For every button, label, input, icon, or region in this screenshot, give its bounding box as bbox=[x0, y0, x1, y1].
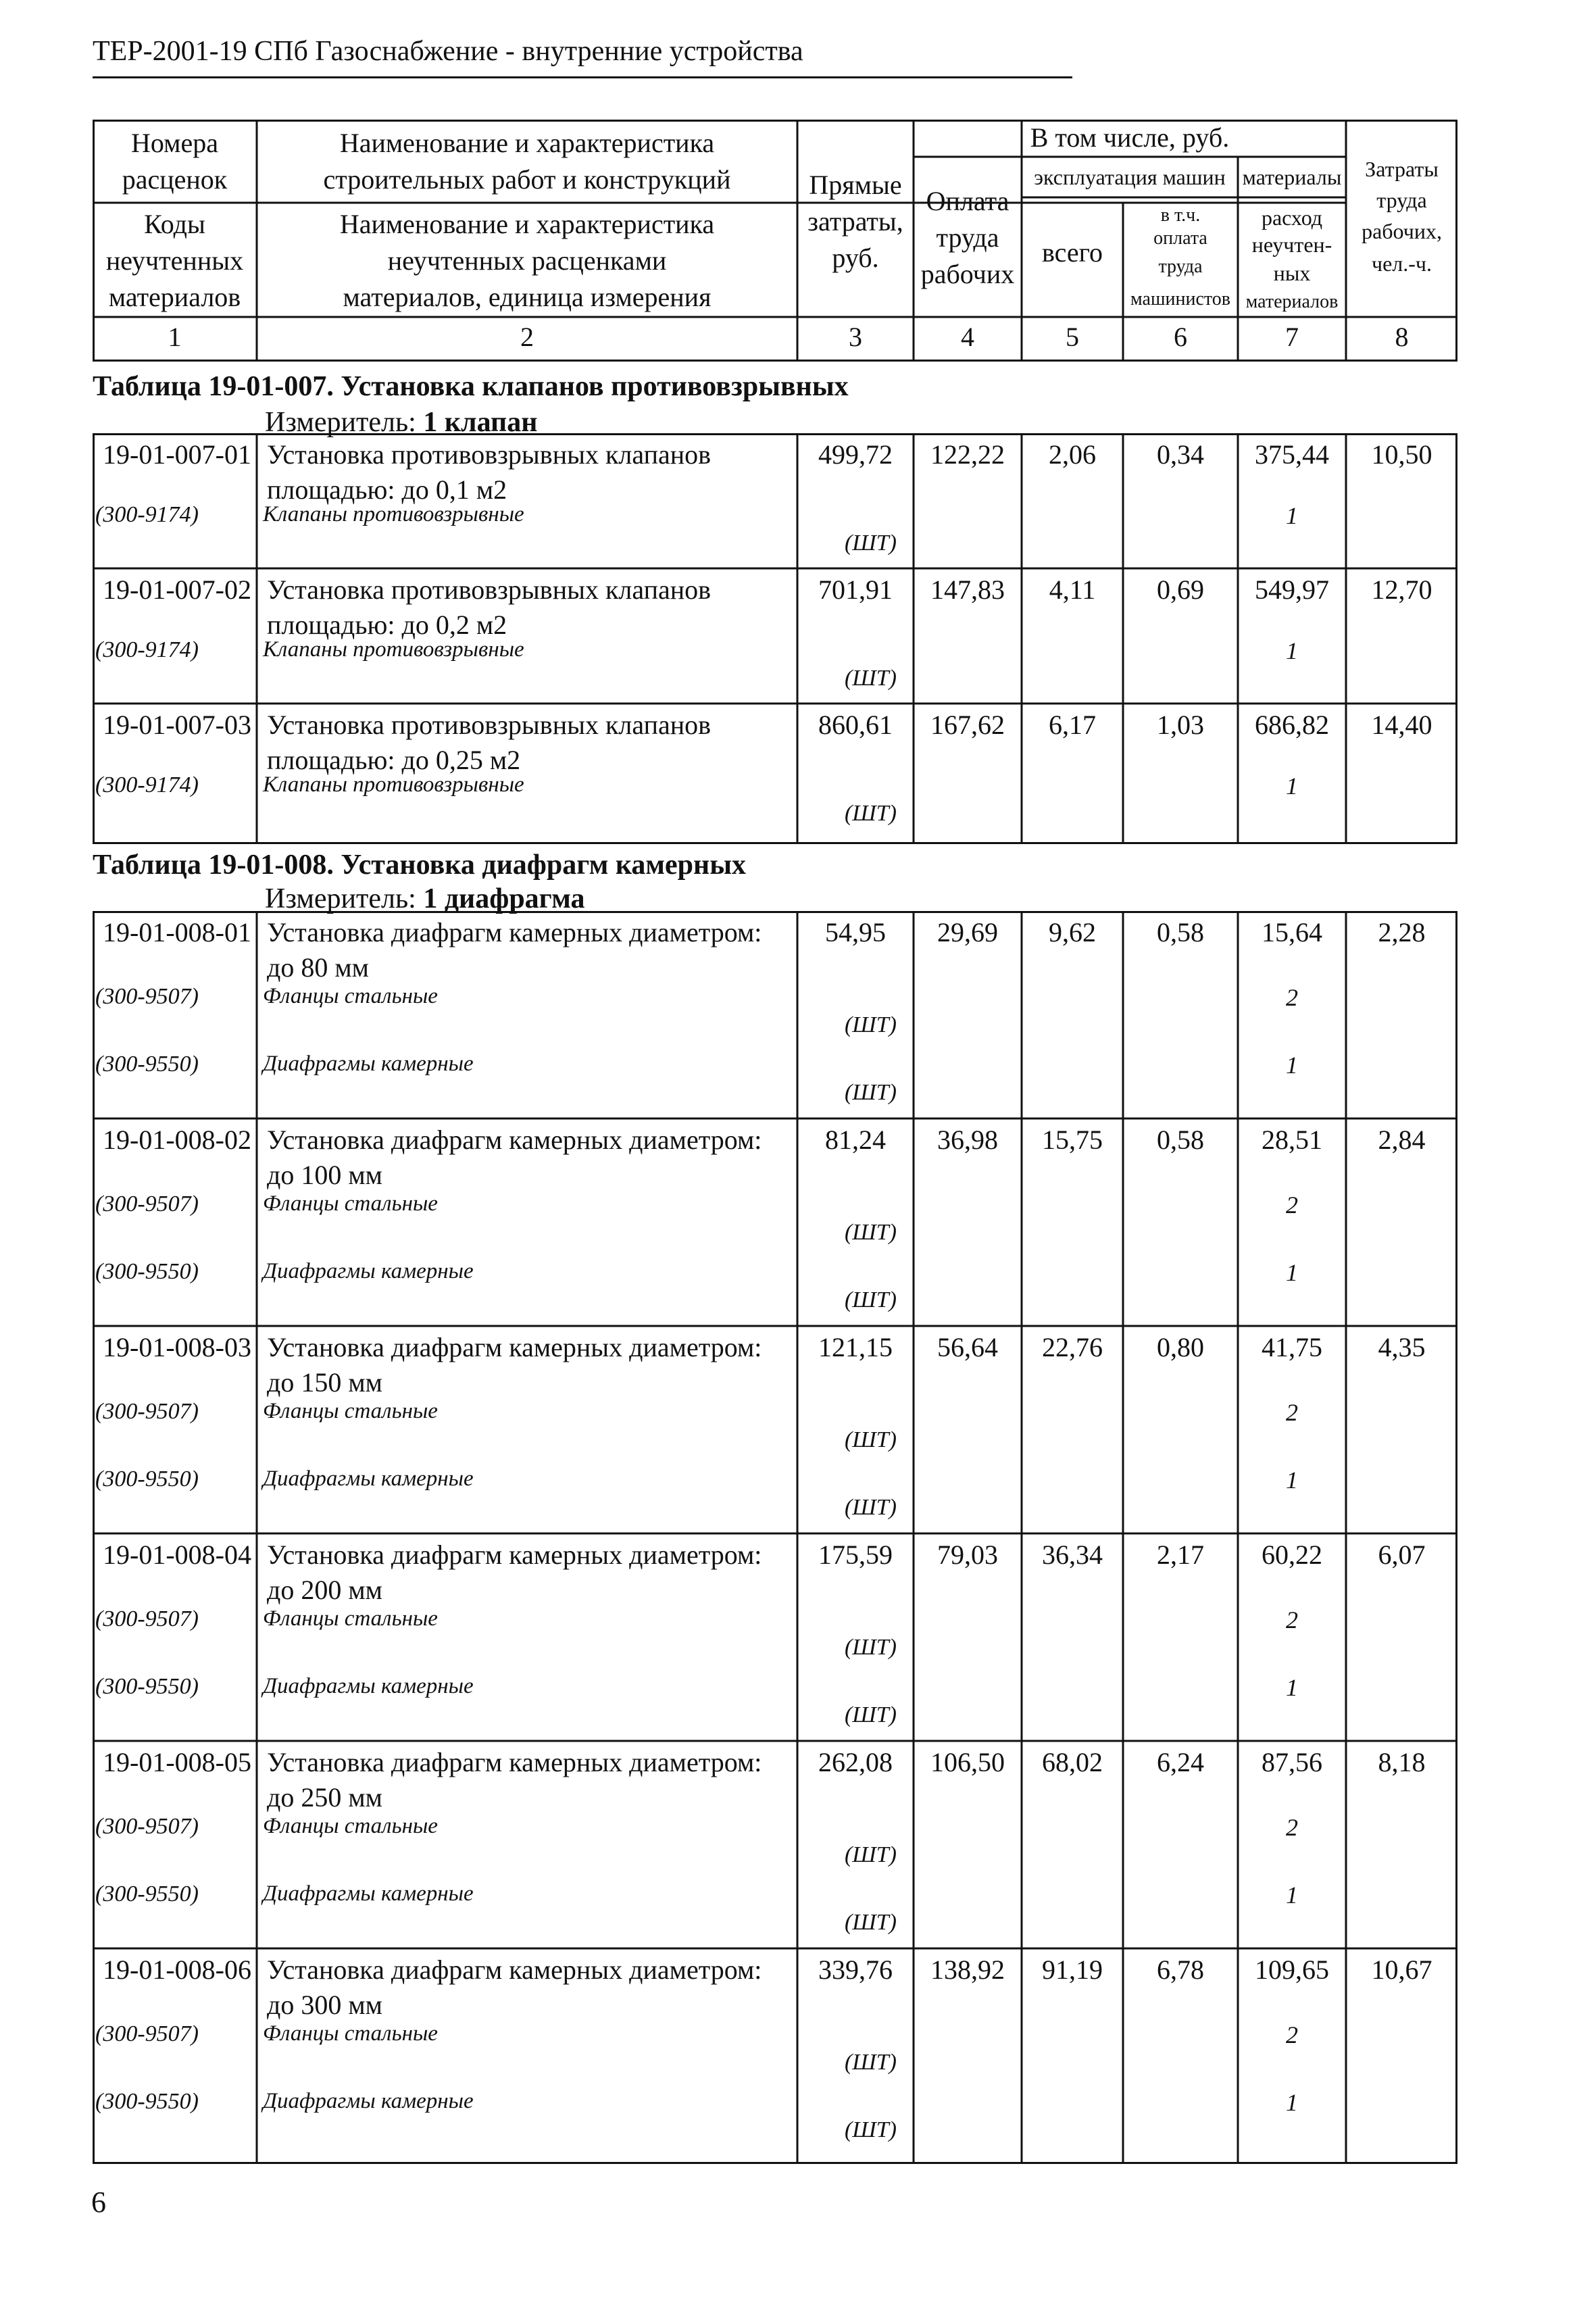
col-number-6: 6 bbox=[1174, 322, 1187, 352]
value-col-4: 122,22 bbox=[930, 439, 1005, 470]
col2-bottom-line2: неучтенных расценками bbox=[387, 245, 667, 276]
material-unit: (ШТ) bbox=[844, 666, 897, 691]
value-col-5: 15,75 bbox=[1042, 1125, 1103, 1155]
value-col-5: 36,34 bbox=[1042, 1540, 1103, 1570]
value-col-7: 28,51 bbox=[1262, 1125, 1322, 1155]
col-number-4: 4 bbox=[961, 322, 974, 352]
col1-bottom-line1: Коды bbox=[144, 209, 205, 239]
value-col-4: 36,98 bbox=[937, 1125, 998, 1155]
material-code: (300-9550) bbox=[95, 1467, 199, 1492]
material-unit: (ШТ) bbox=[844, 2050, 897, 2075]
material-unit: (ШТ) bbox=[844, 531, 897, 556]
value-col-6: 0,58 bbox=[1157, 917, 1204, 947]
material-code: (300-9507) bbox=[95, 1606, 199, 1631]
value-col-4: 29,69 bbox=[937, 917, 998, 947]
value-col-8: 14,40 bbox=[1371, 710, 1432, 740]
page-number: 6 bbox=[91, 2186, 106, 2219]
measure-label: Измеритель: bbox=[265, 883, 416, 914]
value-col-7: 15,64 bbox=[1262, 917, 1322, 947]
work-name-line: площадью: до 0,25 м2 bbox=[267, 745, 521, 775]
material-code: (300-9174) bbox=[95, 637, 199, 662]
value-col-6: 0,80 bbox=[1157, 1332, 1204, 1362]
value-col-5: 91,19 bbox=[1042, 1954, 1103, 1985]
value-col-5: 6,17 bbox=[1049, 710, 1096, 740]
col2-top-line1: Наименование и характеристика bbox=[339, 128, 715, 158]
col2-bottom-line3: материалов, единица измерения bbox=[343, 282, 712, 312]
material-name: Диафрагмы камерные bbox=[263, 2089, 474, 2113]
col8-line2: труда bbox=[1376, 188, 1427, 212]
work-name-line: до 100 мм bbox=[267, 1160, 382, 1190]
work-name-line: Установка диафрагм камерных диаметром: bbox=[267, 917, 762, 947]
material-quantity: 1 bbox=[1286, 1674, 1298, 1701]
work-name-line: Установка противовзрывных клапанов bbox=[267, 439, 712, 470]
col7-line1: расход bbox=[1261, 205, 1323, 230]
col6-line4: машинистов bbox=[1130, 289, 1230, 310]
material-quantity: 2 bbox=[1286, 984, 1298, 1011]
rate-code: 19-01-008-06 bbox=[103, 1954, 251, 1985]
material-unit: (ШТ) bbox=[844, 801, 897, 826]
work-name-line: Установка диафрагм камерных диаметром: bbox=[267, 1540, 762, 1570]
rate-code: 19-01-007-02 bbox=[103, 574, 251, 605]
col7-line2: неучтен- bbox=[1251, 232, 1332, 257]
value-col-6: 6,78 bbox=[1157, 1954, 1204, 1985]
material-code: (300-9174) bbox=[95, 502, 199, 527]
material-unit: (ШТ) bbox=[844, 1287, 897, 1312]
value-col-7: 41,75 bbox=[1262, 1332, 1322, 1362]
value-col-6: 1,03 bbox=[1157, 710, 1204, 740]
work-name-line: Установка диафрагм камерных диаметром: bbox=[267, 1954, 762, 1985]
material-name: Клапаны противовзрывные bbox=[263, 502, 524, 526]
value-col-5: 22,76 bbox=[1042, 1332, 1103, 1362]
material-code: (300-9507) bbox=[95, 1814, 199, 1839]
col3-line1: Прямые bbox=[809, 170, 902, 200]
col8-line1: Затраты bbox=[1365, 157, 1439, 181]
value-col-5: 9,62 bbox=[1049, 917, 1096, 947]
col7-line4: материалов bbox=[1245, 291, 1339, 312]
material-quantity: 2 bbox=[1286, 1606, 1298, 1633]
work-name-line: до 250 мм bbox=[267, 1782, 382, 1813]
table-caption: Таблица 19-01-007. Установка клапанов противовзрывных bbox=[93, 371, 849, 402]
value-col-7: 60,22 bbox=[1262, 1540, 1322, 1570]
value-col-8: 12,70 bbox=[1371, 574, 1432, 605]
col8-line3: рабочих, bbox=[1362, 219, 1442, 243]
rates-table bbox=[93, 433, 1457, 844]
group-heading: В том числе, руб. bbox=[1030, 122, 1230, 153]
col5-heading: всего bbox=[1041, 237, 1103, 268]
material-unit: (ШТ) bbox=[844, 1080, 897, 1105]
value-col-6: 0,58 bbox=[1157, 1125, 1204, 1155]
value-col-8: 10,67 bbox=[1371, 1954, 1432, 1985]
work-name-line: Установка диафрагм камерных диаметром: bbox=[267, 1747, 762, 1777]
col3-line2: затраты, bbox=[807, 206, 903, 237]
material-name: Фланцы стальные bbox=[263, 1399, 438, 1423]
material-quantity: 1 bbox=[1286, 637, 1298, 664]
material-code: (300-9507) bbox=[95, 1191, 199, 1216]
value-col-4: 79,03 bbox=[937, 1540, 998, 1570]
material-quantity: 2 bbox=[1286, 1814, 1298, 1841]
value-col-6: 2,17 bbox=[1157, 1540, 1204, 1570]
value-col-6: 6,24 bbox=[1157, 1747, 1204, 1777]
material-unit: (ШТ) bbox=[844, 1495, 897, 1520]
value-col-3: 175,59 bbox=[818, 1540, 893, 1570]
material-name: Фланцы стальные bbox=[263, 1814, 438, 1838]
value-col-7: 87,56 bbox=[1262, 1747, 1322, 1777]
materials-heading: материалы bbox=[1242, 165, 1342, 189]
material-name: Фланцы стальные bbox=[263, 2021, 438, 2046]
value-col-8: 6,07 bbox=[1378, 1540, 1426, 1570]
col3-line3: руб. bbox=[832, 243, 879, 273]
material-code: (300-9174) bbox=[95, 772, 199, 797]
rate-code: 19-01-007-01 bbox=[103, 439, 251, 470]
material-name: Диафрагмы камерные bbox=[263, 1881, 474, 1906]
col6-line3: труда bbox=[1158, 256, 1203, 277]
material-code: (300-9507) bbox=[95, 1399, 199, 1424]
material-code: (300-9507) bbox=[95, 2021, 199, 2046]
value-col-8: 8,18 bbox=[1378, 1747, 1426, 1777]
material-unit: (ШТ) bbox=[844, 1427, 897, 1452]
work-name-line: Установка противовзрывных клапанов bbox=[267, 574, 712, 605]
material-name: Фланцы стальные bbox=[263, 1606, 438, 1631]
value-col-5: 4,11 bbox=[1049, 574, 1096, 605]
work-name-line: Установка противовзрывных клапанов bbox=[267, 710, 712, 740]
material-code: (300-9507) bbox=[95, 984, 199, 1009]
material-name: Диафрагмы камерные bbox=[263, 1259, 474, 1283]
material-name: Диафрагмы камерные bbox=[263, 1052, 474, 1076]
value-col-6: 0,34 bbox=[1157, 439, 1204, 470]
material-quantity: 1 bbox=[1286, 2089, 1298, 2116]
col8-line4: чел.-ч. bbox=[1371, 251, 1432, 276]
table-measure bbox=[265, 883, 585, 915]
material-quantity: 1 bbox=[1286, 1259, 1298, 1286]
material-quantity: 1 bbox=[1286, 772, 1298, 799]
work-name-line: до 80 мм bbox=[267, 952, 369, 983]
material-quantity: 2 bbox=[1286, 1399, 1298, 1426]
rate-code: 19-01-007-03 bbox=[103, 710, 251, 740]
col6-line1: в т.ч. bbox=[1160, 205, 1201, 226]
value-col-8: 2,84 bbox=[1378, 1125, 1426, 1155]
column-header-table bbox=[93, 120, 1457, 362]
material-name: Клапаны противовзрывные bbox=[263, 772, 524, 797]
table-caption: Таблица 19-01-008. Установка диафрагм камерных bbox=[93, 850, 746, 881]
col1-top-line2: расценок bbox=[122, 164, 228, 195]
material-unit: (ШТ) bbox=[844, 1910, 897, 1935]
material-quantity: 1 bbox=[1286, 502, 1298, 529]
header-rule bbox=[93, 76, 1072, 78]
material-quantity: 1 bbox=[1286, 1052, 1298, 1079]
value-col-5: 2,06 bbox=[1049, 439, 1096, 470]
value-col-3: 121,15 bbox=[818, 1332, 893, 1362]
col7-line3: ных bbox=[1273, 261, 1311, 285]
col-number-7: 7 bbox=[1285, 322, 1299, 352]
value-col-3: 339,76 bbox=[818, 1954, 893, 1985]
value-col-8: 4,35 bbox=[1378, 1332, 1426, 1362]
value-col-7: 375,44 bbox=[1255, 439, 1329, 470]
col-number-3: 3 bbox=[849, 322, 862, 352]
col1-bottom-line2: неучтенных bbox=[105, 245, 244, 276]
col4-line3: рабочих bbox=[920, 259, 1015, 289]
value-col-7: 686,82 bbox=[1255, 710, 1329, 740]
rates-table bbox=[93, 911, 1457, 2164]
material-name: Диафрагмы камерные bbox=[263, 1467, 474, 1491]
material-name: Диафрагмы камерные bbox=[263, 1674, 474, 1698]
value-col-7: 549,97 bbox=[1255, 574, 1329, 605]
col2-top-line2: строительных работ и конструкций bbox=[323, 164, 731, 195]
value-col-4: 56,64 bbox=[937, 1332, 998, 1362]
value-col-3: 701,91 bbox=[818, 574, 893, 605]
col1-top-line1: Номера bbox=[131, 128, 218, 158]
value-col-8: 10,50 bbox=[1371, 439, 1432, 470]
value-col-3: 499,72 bbox=[818, 439, 893, 470]
rate-code: 19-01-008-05 bbox=[103, 1747, 251, 1777]
material-quantity: 2 bbox=[1286, 2021, 1298, 2048]
material-unit: (ШТ) bbox=[844, 2117, 897, 2142]
material-code: (300-9550) bbox=[95, 1674, 199, 1699]
col-number-8: 8 bbox=[1395, 322, 1409, 352]
material-unit: (ШТ) bbox=[844, 1012, 897, 1037]
value-col-4: 167,62 bbox=[930, 710, 1005, 740]
material-quantity: 1 bbox=[1286, 1467, 1298, 1494]
col6-line2: оплата bbox=[1153, 228, 1207, 249]
work-name-line: до 150 мм bbox=[267, 1367, 382, 1398]
work-name-line: площадью: до 0,2 м2 bbox=[267, 610, 507, 640]
value-col-4: 147,83 bbox=[930, 574, 1005, 605]
material-name: Фланцы стальные bbox=[263, 1191, 438, 1216]
work-name-line: площадью: до 0,1 м2 bbox=[267, 474, 507, 505]
value-col-6: 0,69 bbox=[1157, 574, 1204, 605]
material-code: (300-9550) bbox=[95, 1881, 199, 1906]
work-name-line: до 200 мм bbox=[267, 1575, 382, 1605]
work-name-line: Установка диафрагм камерных диаметром: bbox=[267, 1125, 762, 1155]
value-col-7: 109,65 bbox=[1255, 1954, 1329, 1985]
rate-code: 19-01-008-01 bbox=[103, 917, 251, 947]
rate-code: 19-01-008-02 bbox=[103, 1125, 251, 1155]
rate-code: 19-01-008-03 bbox=[103, 1332, 251, 1362]
col-number-2: 2 bbox=[520, 322, 534, 352]
value-col-4: 138,92 bbox=[930, 1954, 1005, 1985]
measure-value: 1 диафрагма bbox=[423, 883, 585, 914]
value-col-3: 54,95 bbox=[825, 917, 886, 947]
value-col-4: 106,50 bbox=[930, 1747, 1005, 1777]
value-col-3: 81,24 bbox=[825, 1125, 886, 1155]
material-unit: (ШТ) bbox=[844, 1842, 897, 1867]
measure-label: Измеритель: bbox=[265, 407, 416, 438]
work-name-line: Установка диафрагм камерных диаметром: bbox=[267, 1332, 762, 1362]
material-name: Клапаны противовзрывные bbox=[263, 637, 524, 662]
running-header: ТЕР-2001-19 СПб Газоснабжение - внутренние устройства bbox=[93, 36, 803, 67]
material-code: (300-9550) bbox=[95, 2089, 199, 2114]
col4-line1: Оплата bbox=[926, 186, 1009, 216]
col4-line2: труда bbox=[936, 222, 999, 253]
col1-bottom-line3: материалов bbox=[108, 282, 241, 312]
material-code: (300-9550) bbox=[95, 1052, 199, 1077]
col-number-1: 1 bbox=[168, 322, 182, 352]
work-name-line: до 300 мм bbox=[267, 1990, 382, 2020]
material-quantity: 2 bbox=[1286, 1191, 1298, 1218]
col2-bottom-line1: Наименование и характеристика bbox=[339, 209, 715, 239]
material-unit: (ШТ) bbox=[844, 1220, 897, 1245]
material-unit: (ШТ) bbox=[844, 1635, 897, 1660]
material-unit: (ШТ) bbox=[844, 1702, 897, 1727]
value-col-5: 68,02 bbox=[1042, 1747, 1103, 1777]
value-col-3: 262,08 bbox=[818, 1747, 893, 1777]
value-col-3: 860,61 bbox=[818, 710, 893, 740]
rate-code: 19-01-008-04 bbox=[103, 1540, 251, 1570]
material-quantity: 1 bbox=[1286, 1881, 1298, 1909]
col-number-5: 5 bbox=[1066, 322, 1079, 352]
value-col-8: 2,28 bbox=[1378, 917, 1426, 947]
measure-value: 1 клапан bbox=[423, 407, 538, 438]
machines-heading: эксплуатация машин bbox=[1034, 165, 1226, 189]
material-code: (300-9550) bbox=[95, 1259, 199, 1284]
material-name: Фланцы стальные bbox=[263, 984, 438, 1008]
